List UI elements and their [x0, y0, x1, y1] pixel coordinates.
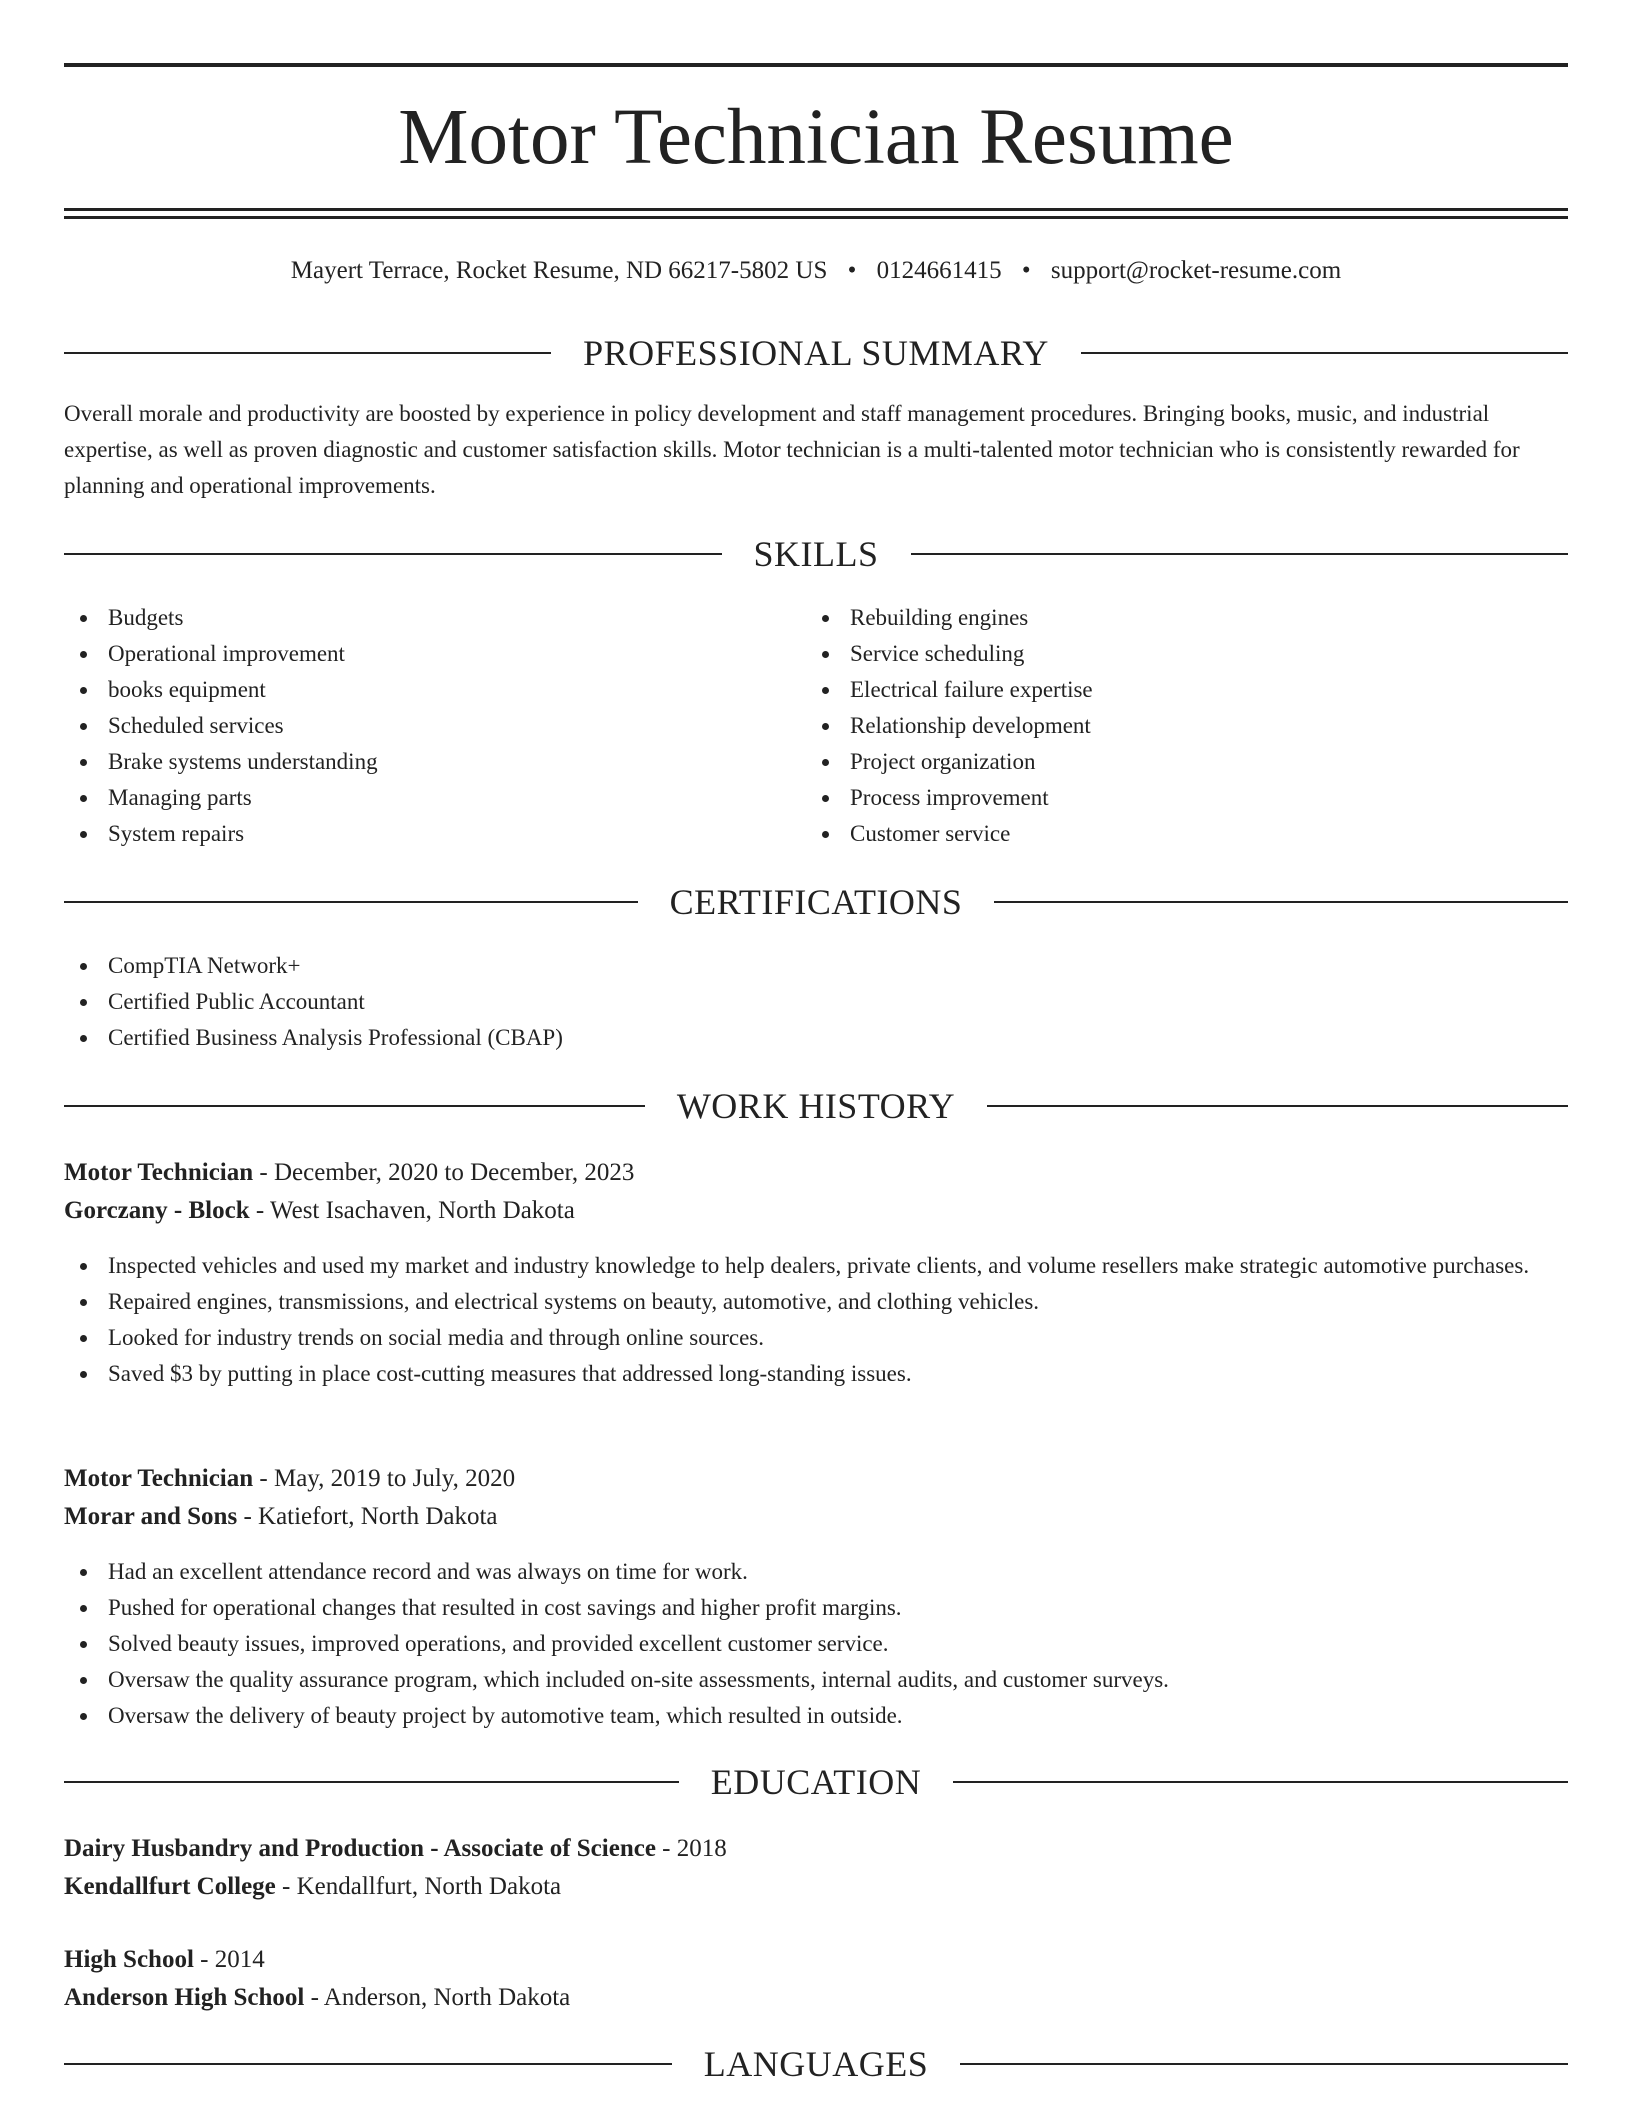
education-year: - 2018 — [655, 1835, 727, 1862]
heading-rule — [64, 2063, 672, 2065]
section-heading-languages — [64, 2042, 1568, 2086]
job-bullet: Inspected vehicles and used my market and industry knowledge to help dealers, private clients, and volume resellers make strategic automotive purchases. — [64, 1248, 1568, 1284]
section-title: EDUCATION — [710, 1762, 922, 1802]
certification-item: Certified Public Accountant — [64, 984, 1568, 1020]
section-title: CERTIFICATIONS — [669, 882, 963, 922]
education-location: - Anderson, North Dakota — [304, 1984, 571, 2011]
contact-phone: 0124661415 — [876, 257, 1002, 284]
heading-rule — [953, 1781, 1568, 1783]
skill-item: Relationship development — [806, 708, 1566, 744]
job-company: Morar and Sons — [64, 1503, 238, 1530]
skill-item: Project organization — [806, 744, 1566, 780]
skill-item: Scheduled services — [64, 708, 804, 744]
section-heading-certifications — [64, 880, 1568, 924]
skill-item: Electrical failure expertise — [806, 672, 1566, 708]
skill-item: Brake systems understanding — [64, 744, 804, 780]
certification-item: CompTIA Network+ — [64, 948, 1568, 984]
skills-list-right — [806, 600, 1566, 852]
education-degree-line — [64, 1830, 1568, 1868]
contact-separator: • — [847, 257, 857, 284]
skill-item: books equipment — [64, 672, 804, 708]
top-rule — [64, 63, 1568, 67]
heading-rule — [64, 1105, 645, 1107]
education-location: - Kendallfurt, North Dakota — [275, 1873, 562, 1900]
heading-rule — [960, 2063, 1568, 2065]
job-bullet: Looked for industry trends on social media and through online sources. — [64, 1320, 1568, 1356]
job-title-line — [64, 1154, 1568, 1192]
section-heading-work-history — [64, 1084, 1568, 1128]
contact-email[interactable]: support@rocket-resume.com — [1050, 257, 1342, 284]
skills-list-left — [64, 600, 804, 852]
skill-item: Managing parts — [64, 780, 804, 816]
title-rule-lower — [64, 216, 1568, 219]
heading-rule — [987, 1105, 1568, 1107]
job-bullet: Repaired engines, transmissions, and electrical systems on beauty, automotive, and clothing vehicles. — [64, 1284, 1568, 1320]
section-heading-skills — [64, 532, 1568, 576]
skill-item: Operational improvement — [64, 636, 804, 672]
section-title: PROFESSIONAL SUMMARY — [583, 333, 1049, 373]
contact-line — [64, 256, 1568, 286]
job-title: Motor Technician — [64, 1159, 254, 1186]
job-dates: - December, 2020 to December, 2023 — [253, 1159, 635, 1186]
education-year: - 2014 — [193, 1946, 265, 1973]
section-title: LANGUAGES — [703, 2044, 929, 2084]
education-degree: Dairy Husbandry and Production - Associate of Science — [64, 1835, 656, 1862]
heading-rule — [994, 901, 1568, 903]
education-school: Kendallfurt College — [64, 1873, 276, 1900]
job-bullet: Solved beauty issues, improved operations, and provided excellent customer service. — [64, 1626, 1568, 1662]
education-school-line — [64, 1868, 1568, 1906]
resume-title: Motor Technician Resume — [398, 94, 1234, 181]
education-school: Anderson High School — [64, 1984, 305, 2011]
heading-rule — [64, 352, 551, 354]
job-location: - West Isachaven, North Dakota — [249, 1197, 575, 1224]
job-title-line — [64, 1460, 1568, 1498]
skill-item: Budgets — [64, 600, 804, 636]
certifications-list — [64, 948, 1568, 1056]
skill-item: Process improvement — [806, 780, 1566, 816]
education-degree-line — [64, 1941, 1568, 1979]
education-degree: High School — [64, 1946, 194, 1973]
heading-rule — [64, 1781, 679, 1783]
job-bullet: Pushed for operational changes that resulted in cost savings and higher profit margins. — [64, 1590, 1568, 1626]
certification-item: Certified Business Analysis Professional (CBAP) — [64, 1020, 1568, 1056]
job-bullet: Saved $3 by putting in place cost-cutting measures that addressed long-standing issues. — [64, 1356, 1568, 1392]
section-heading-education — [64, 1760, 1568, 1804]
education-school-line — [64, 1979, 1568, 2017]
section-heading-summary — [64, 331, 1568, 375]
summary-text: Overall morale and productivity are boosted by experience in policy development and staff management procedures. Bringing books, music, and industrial expertise, as well as proven diagnostic and customer satisfaction skills. Motor technician is a multi-talented motor technician who is consistently rewarded for planning and operational improvements. — [64, 401, 1520, 498]
contact-separator: • — [1021, 257, 1031, 284]
job-location: - Katiefort, North Dakota — [237, 1503, 498, 1530]
skill-item: Service scheduling — [806, 636, 1566, 672]
heading-rule — [911, 553, 1569, 555]
job-company: Gorczany - Block — [64, 1197, 250, 1224]
skill-item: Rebuilding engines — [806, 600, 1566, 636]
title-rule-upper — [64, 208, 1568, 211]
section-title: SKILLS — [753, 534, 879, 574]
heading-rule — [1081, 352, 1568, 354]
job-company-line — [64, 1498, 1568, 1536]
contact-address: Mayert Terrace, Rocket Resume, ND 66217-5802 US — [290, 257, 828, 284]
job-dates: - May, 2019 to July, 2020 — [253, 1465, 516, 1492]
skill-item: Customer service — [806, 816, 1566, 852]
job-title: Motor Technician — [64, 1465, 254, 1492]
job-bullet: Oversaw the quality assurance program, which included on-site assessments, internal audits, and customer surveys. — [64, 1662, 1568, 1698]
job-company-line — [64, 1192, 1568, 1230]
skill-item: System repairs — [64, 816, 804, 852]
job-bullets — [64, 1248, 1568, 1392]
job-bullet: Oversaw the delivery of beauty project by automotive team, which resulted in outside. — [64, 1698, 1568, 1734]
heading-rule — [64, 901, 638, 903]
job-bullet: Had an excellent attendance record and was always on time for work. — [64, 1554, 1568, 1590]
section-title: WORK HISTORY — [676, 1086, 956, 1126]
heading-rule — [64, 553, 722, 555]
job-bullets — [64, 1554, 1568, 1734]
